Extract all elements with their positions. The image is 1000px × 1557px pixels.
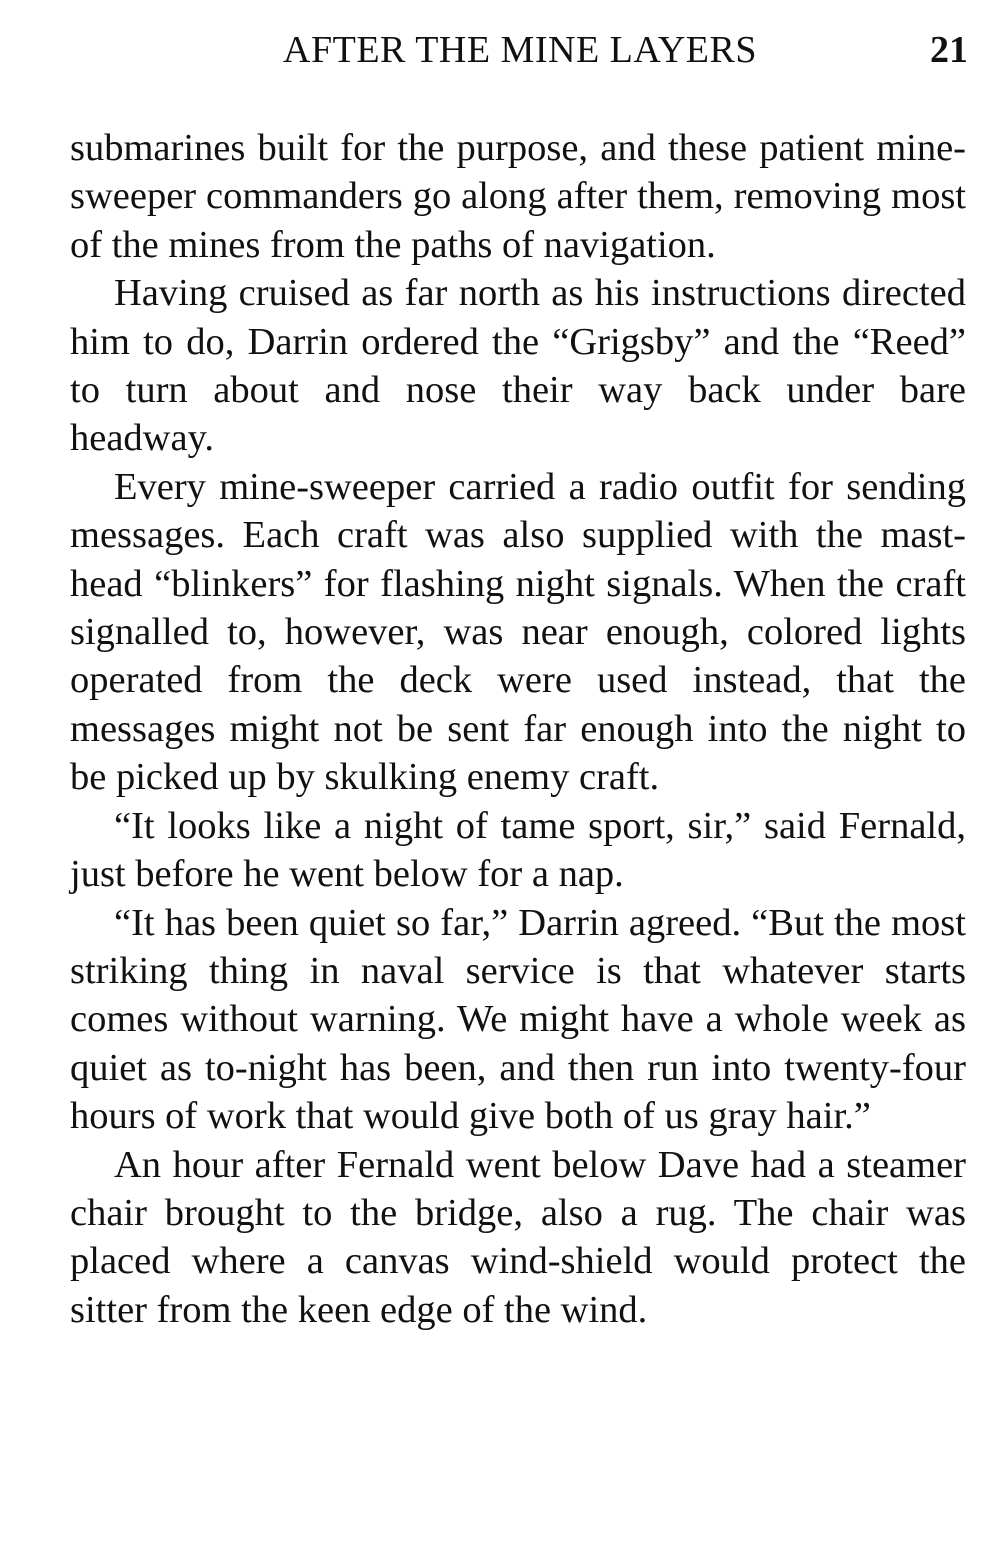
- paragraph: “It looks like a night of tame sport, sir,” said Fernald, just before he went below for a nap.: [70, 804, 966, 896]
- paragraph-continued: submarines built for the purpose, and these patient mine-sweeper commanders go along after them, removing most of the mines from the paths of navigation.: [70, 127, 966, 266]
- paragraph: Having cruised as far north as his instructions directed him to do, Darrin ordered the “Grigsby” and the “Reed” to turn about and nose their way back under bare headway.: [70, 272, 966, 460]
- running-title: AFTER THE MINE LAYERS: [283, 29, 757, 71]
- paragraph: “It has been quiet so far,” Darrin agreed. “But the most striking thing in naval service is that whatever starts comes without warning. We might have a whole week as quiet as to-night has been, and then run into twenty-four hours of work that would give both of us gray hair.”: [70, 901, 966, 1138]
- page-number: 21: [930, 29, 968, 71]
- paragraph: Every mine-sweeper carried a radio outfit for sending messages. Each craft was also supplied with the mast-head “blinkers” for flashing night signals. When the craft signalled to, however, was near enough, colored lights operated from the deck were used instead, that the messages might not be sent far enough into the night to be picked up by skulking enemy craft.: [70, 465, 966, 799]
- body-text: [70, 124, 966, 1334]
- running-head: [72, 22, 968, 78]
- paragraph: An hour after Fernald went below Dave had a steamer chair brought to the bridge, also a rug. The chair was placed where a canvas wind-shield would protect the sitter from the keen edge of the wind.: [70, 1143, 966, 1331]
